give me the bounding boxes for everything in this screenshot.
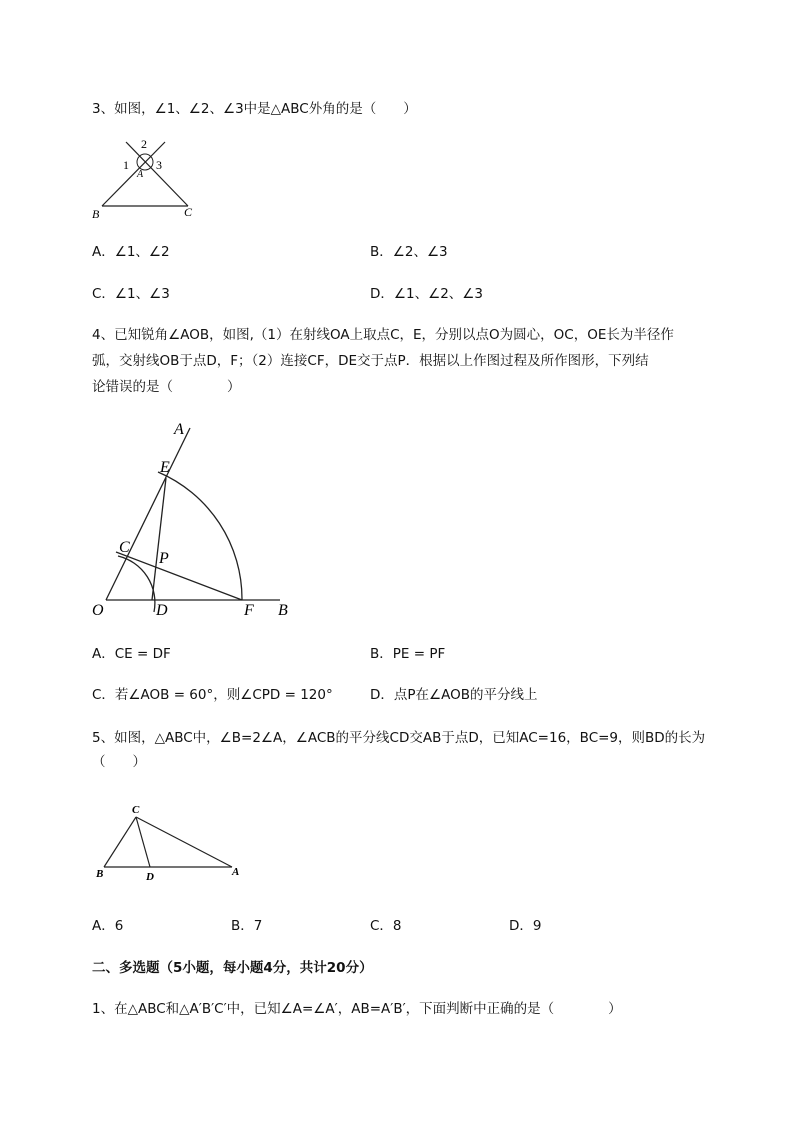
q5-option-a[interactable]: A．6 <box>92 918 124 934</box>
q5-label-d: D <box>146 871 154 883</box>
q4-label-d: D <box>156 602 168 619</box>
q5-stem-line2: （ ） <box>92 754 146 770</box>
q4-segment-cf <box>116 552 242 600</box>
q4-label-a: A <box>174 421 184 438</box>
q3-option-c[interactable]: C．∠1、∠3 <box>92 286 170 302</box>
q3-option-a[interactable]: A．∠1、∠2 <box>92 244 170 260</box>
q4-label-p: P <box>159 550 169 567</box>
q4-label-o: O <box>92 602 104 619</box>
section2-title: 二、多选题（5小题，每小题4分，共计20分） <box>92 960 373 976</box>
q5-option-d[interactable]: D．9 <box>509 918 542 934</box>
q3-label-3: 3 <box>156 158 162 172</box>
q5-label-a: A <box>232 866 240 878</box>
q3-figure <box>90 134 210 224</box>
q5-stem-line1: 5、如图，△ABC中，∠B=2∠A，∠ACB的平分线CD交AB于点D，已知AC=16，BC=9，则BD的长为 <box>92 730 706 746</box>
q3-option-d[interactable]: D．∠1、∠2、∠3 <box>370 286 483 302</box>
q5-label-b: B <box>96 868 104 880</box>
q4-arc-ef <box>158 472 242 600</box>
q3-label-a: A <box>137 169 144 180</box>
q3-label-2: 2 <box>141 137 147 151</box>
q3-stem: 3、如图，∠1、∠2、∠3中是△ABC外角的是（ ） <box>92 101 417 117</box>
q4-label-c: C <box>119 539 130 556</box>
q3-label-c: C <box>184 205 193 219</box>
q3-side-ba-extended <box>102 142 165 206</box>
q5-side-ca <box>136 817 232 867</box>
q4-ray-oa <box>106 428 190 600</box>
q4-stem-line3: 论错误的是（ ） <box>92 379 241 395</box>
q3-side-ca-extended <box>126 142 188 206</box>
q4-figure <box>88 420 298 620</box>
q4-option-b[interactable]: B．PE = PF <box>370 646 446 662</box>
q5-side-bc <box>104 817 136 867</box>
q3-label-b: B <box>92 207 100 221</box>
q4-option-d[interactable]: D．点P在∠AOB的平分线上 <box>370 687 538 703</box>
q4-option-a[interactable]: A．CE = DF <box>92 646 171 662</box>
q5-bisector-cd <box>136 817 150 867</box>
q4-stem-line1: 4、已知锐角∠AOB，如图,（1）在射线OA上取点C，E，分别以点O为圆心，OC，OE长为半径作 <box>92 327 674 343</box>
q3-label-1: 1 <box>123 158 129 172</box>
q4-segment-de <box>152 478 166 600</box>
q4-label-e: E <box>160 459 170 476</box>
q4-label-f: F <box>244 602 254 619</box>
q4-stem-line2: 弧，交射线OB于点D，F；（2）连接CF，DE交于点P．根据以上作图过程及所作图形，下列结 <box>92 353 649 369</box>
q5-option-c[interactable]: C．8 <box>370 918 402 934</box>
q5-option-b[interactable]: B．7 <box>231 918 263 934</box>
q5-label-c: C <box>132 804 140 816</box>
q4-label-b: B <box>278 602 288 619</box>
q3-option-b[interactable]: B．∠2、∠3 <box>370 244 448 260</box>
q4-option-c[interactable]: C．若∠AOB = 60°，则∠CPD = 120° <box>92 687 333 703</box>
mq1-stem: 1、在△ABC和△A′B′C′中，已知∠A=∠A′，AB=A′B′，下面判断中正确的是（ ） <box>92 1001 622 1017</box>
q5-figure <box>92 802 252 887</box>
